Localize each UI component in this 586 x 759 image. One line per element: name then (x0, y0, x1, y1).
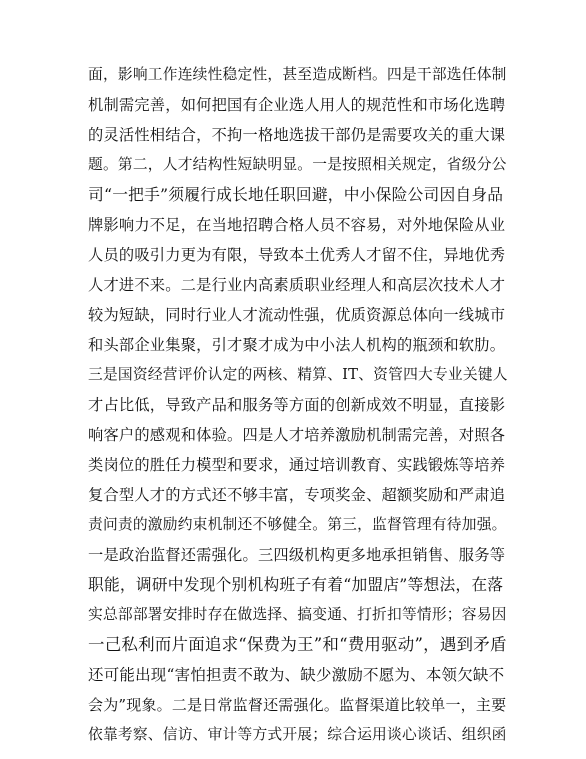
text-line: 类岗位的胜任力模型和要求，通过培训教育、实践锻炼等培养 (88, 456, 506, 474)
text-line: 人员的吸引力更为有限，导致本土优秀人才留不住，异地优秀 (88, 246, 506, 264)
text-line: 还可能出现“害怕担责不敢为、缺少激励不愿为、本领欠缺不 (88, 666, 505, 684)
text-line: 司“一把手”须履行成长地任职回避，中小保险公司因自身品 (88, 185, 504, 204)
text-line: 人才进不来。二是行业内高素质职业经理人和高层次技术人才 (88, 276, 506, 294)
text-line: 才占比低，导致产品和服务等方面的创新成效不明显，直接影 (88, 396, 506, 414)
text-line: 响客户的感观和体验。四是人才培养激励机制需完善，对照各 (88, 426, 506, 444)
text-line: 三是国资经营评价认定的两核、精算、IT、资管四大专业关键人 (88, 366, 508, 383)
text-line: 面，影响工作连续性稳定性，甚至造成断档。四是干部选任体制 (88, 66, 507, 83)
text-line: 题。第二，人才结构性短缺明显。一是按照相关规定，省级分公 (88, 156, 507, 173)
text-line: 一是政治监督还需强化。三四级机构更多地承担销售、服务等 (88, 546, 506, 564)
text-line: 牌影响力不足，在当地招聘合格人员不容易，对外地保险从业 (88, 216, 506, 234)
text-line: 一己私利而片面追求“保费为王”和“费用驱动”，遇到矛盾 (88, 635, 507, 654)
text-line: 机制需完善，如何把国有企业选人用人的规范性和市场化选聘 (88, 96, 506, 114)
text-line: 责问责的激励约束机制还不够健全。第三，监督管理有待加强。 (88, 516, 507, 533)
text-line: 复合型人才的方式还不够丰富，专项奖金、超额奖励和严肃追 (88, 486, 506, 504)
text-line: 会为”现象。二是日常监督还需强化。监督渠道比较单一，主要 (88, 696, 507, 714)
text-line: 较为短缺，同时行业人才流动性强，优质资源总体向一线城市 (88, 306, 506, 324)
text-line: 职能，调研中发现个别机构班子有着“加盟店”等想法，在落 (88, 575, 504, 594)
text-line: 和头部企业集聚，引才聚才成为中小法人机构的瓶颈和软肋。 (88, 336, 506, 354)
text-line: 依靠考察、信访、审计等方式开展；综合运用谈心谈话、组织函 (88, 726, 507, 743)
text-line: 实总部部署安排时存在做选择、搞变通、打折扣等情形；容易因 (88, 606, 507, 623)
body-text (88, 60, 508, 750)
text-line: 的灵活性相结合，不拘一格地选拔干部仍是需要攻关的重大课 (88, 126, 506, 144)
